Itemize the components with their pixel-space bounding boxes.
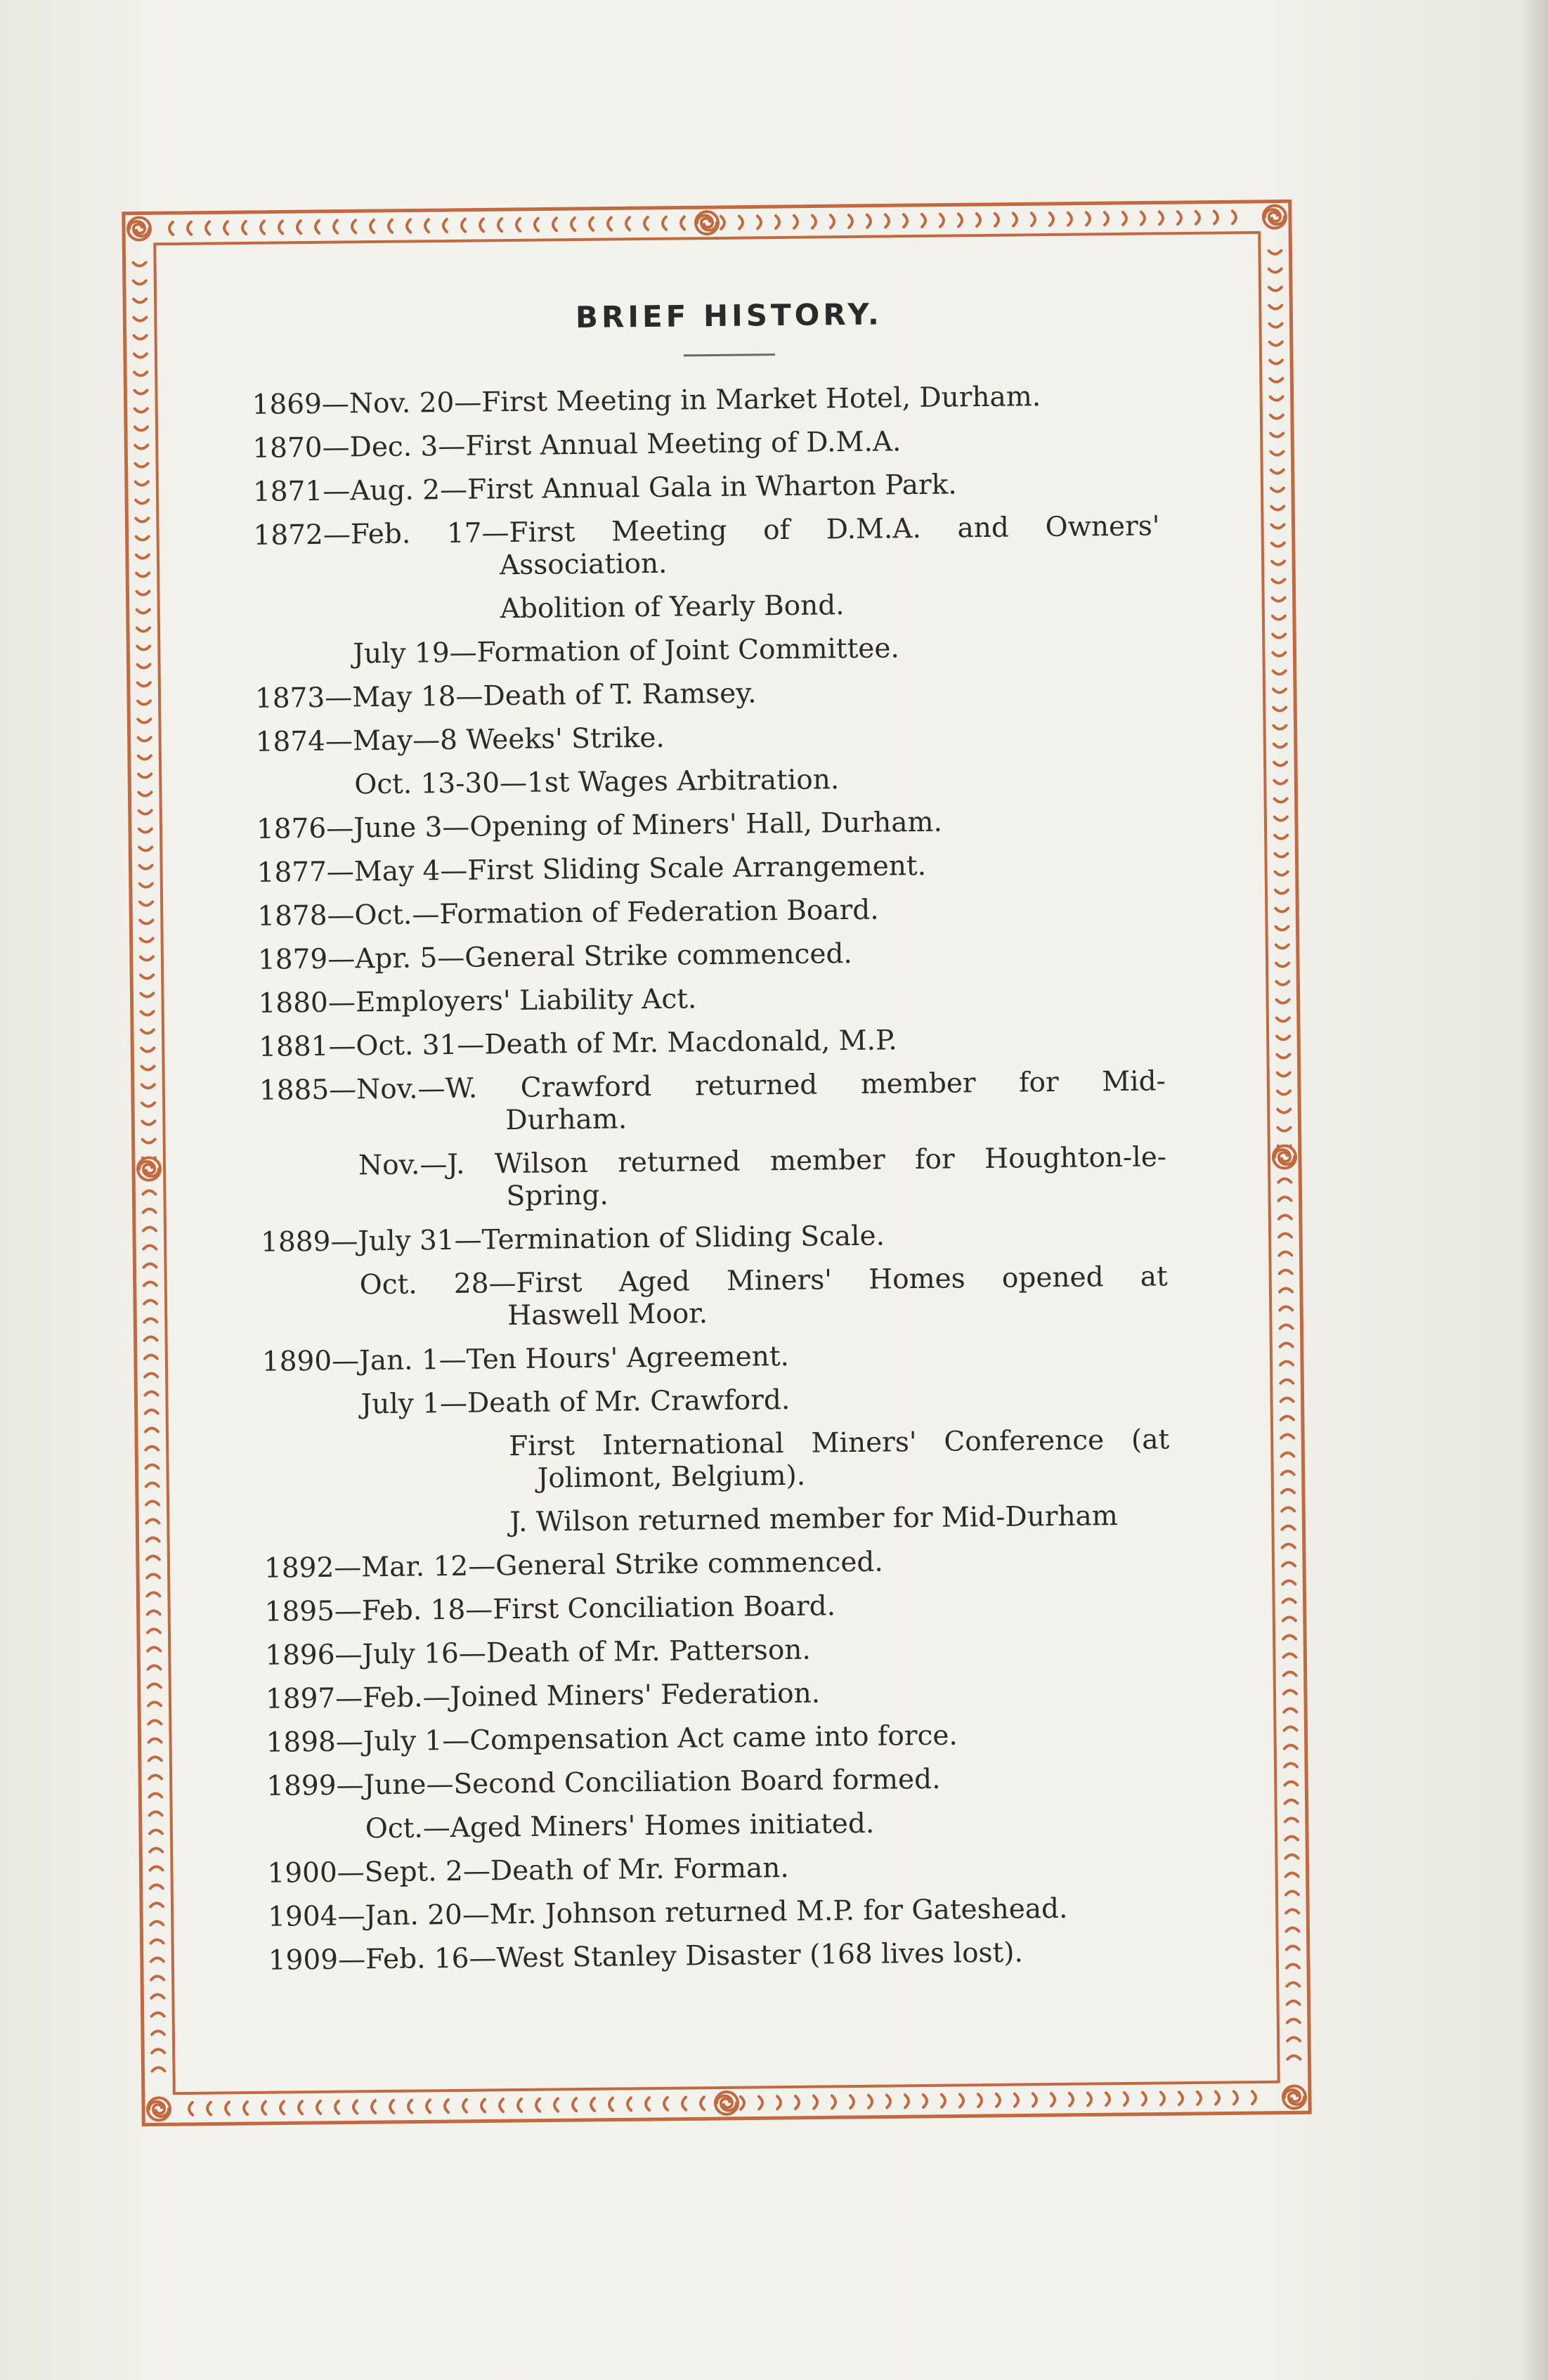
history-entry-text: 1871—Aug. 2—First Annual Gala in Wharton Park. — [252, 469, 957, 508]
history-entry — [256, 760, 1211, 802]
history-entry-text: 1877—May 4—First Sliding Scale Arrangement. — [256, 850, 927, 889]
history-entry — [255, 673, 1211, 715]
history-entry-text: 1909—Feb. 16—West Stanley Disaster (168 lives lost). — [268, 1937, 1024, 1977]
history-entry-text: Oct. 13-30—1st Wages Arbitration. — [354, 764, 840, 801]
page-edge-shadow — [1520, 0, 1548, 2380]
history-entry-text: 1885—Nov.—W. Crawford returned member for Mid- — [259, 1065, 1166, 1107]
history-entry-text: 1890—Jan. 1—Ten Hours' Agreement. — [261, 1340, 790, 1378]
history-entry — [255, 717, 1211, 759]
history-entry — [261, 1217, 1216, 1259]
history-entry — [256, 804, 1212, 846]
history-entry — [258, 978, 1214, 1020]
history-entry — [263, 1424, 1219, 1498]
history-entry-text: 1895—Feb. 18—First Conciliation Board. — [264, 1590, 836, 1628]
history-entry-text: 1878—Oct.—Formation of Federation Board. — [257, 894, 879, 932]
history-entry-text: 1904—Jan. 20—Mr. Johnson returned M.P. for Gateshead. — [267, 1892, 1068, 1933]
history-entry-text: 1899—June—Second Conciliation Board formed. — [266, 1763, 941, 1802]
history-entry-text: Oct.—Aged Miners' Homes initiated. — [365, 1807, 875, 1845]
history-entry — [259, 1022, 1214, 1064]
history-entry-text: 1876—June 3—Opening of Miners' Hall, Durham. — [256, 806, 943, 845]
history-entry-text: 1870—Dec. 3—First Annual Meeting of D.M.A. — [252, 426, 902, 464]
history-entry — [254, 630, 1210, 672]
history-entry-text: 1896—July 16—Death of Mr. Patterson. — [265, 1634, 812, 1672]
history-entry — [264, 1500, 1219, 1542]
history-entry — [258, 935, 1214, 977]
history-entry-text: 1880—Employers' Liability Act. — [258, 983, 697, 1020]
history-entry-text: Nov.—J. Wilson returned member for Houghton-le- — [358, 1141, 1167, 1182]
history-entry-continuation: Association. — [499, 547, 668, 582]
history-entry — [252, 379, 1207, 422]
history-entry — [264, 1587, 1220, 1629]
history-entry-text: 1879—Apr. 5—General Strike commenced. — [257, 937, 853, 976]
history-entry — [262, 1337, 1218, 1379]
history-entry — [264, 1543, 1220, 1585]
history-entry — [266, 1717, 1221, 1760]
history-entry-list — [252, 379, 1224, 1977]
history-entry-text: 1889—July 31—Termination of Sliding Scale. — [260, 1220, 885, 1259]
history-entry-text: July 1—Death of Mr. Crawford. — [360, 1384, 791, 1421]
history-entry-text: 1898—July 1—Compensation Act came into force. — [266, 1719, 958, 1759]
history-entry-text: First International Miners' Conference (at — [508, 1424, 1170, 1463]
history-entry — [253, 510, 1209, 585]
history-entry-text: 1873—May 18—Death of T. Ramsey. — [254, 677, 757, 715]
history-entry — [267, 1804, 1223, 1847]
history-entry — [254, 586, 1210, 628]
history-entry-text: Abolition of Yearly Bond. — [500, 590, 845, 625]
history-entry-text: 1881—Oct. 31—Death of Mr. Macdonald, M.P. — [259, 1025, 897, 1063]
history-entry-text: 1897—Feb.—Joined Miners' Federation. — [265, 1677, 821, 1715]
history-entry-continuation: Jolimont, Belgium). — [537, 1459, 806, 1495]
history-entry — [257, 891, 1213, 933]
history-entry — [260, 1141, 1216, 1216]
history-entry-continuation: Haswell Moor. — [507, 1298, 708, 1332]
page-title: BRIEF HISTORY. — [575, 297, 883, 335]
history-entry — [266, 1761, 1222, 1803]
history-entry-text: 1874—May—8 Weeks' Strike. — [255, 722, 665, 758]
history-entry — [261, 1261, 1218, 1335]
history-entry — [266, 1674, 1221, 1716]
history-entry — [253, 467, 1209, 509]
history-entry-text: July 19—Formation of Joint Committee. — [353, 632, 900, 670]
history-entry-continuation: Durham. — [505, 1103, 627, 1137]
history-entry-text: 1869—Nov. 20—First Meeting in Market Hotel, Durham. — [252, 381, 1041, 421]
history-entry-text: Oct. 28—First Aged Miners' Homes opened at — [359, 1261, 1168, 1301]
history-entry-text: 1900—Sept. 2—Death of Mr. Forman. — [267, 1852, 790, 1890]
history-entry — [252, 423, 1208, 465]
history-entry-text: J. Wilson returned member for Mid-Durham — [509, 1500, 1119, 1539]
ornamental-border-frame — [95, 173, 1338, 2153]
history-entry — [268, 1892, 1223, 1934]
history-content — [251, 294, 1224, 1989]
history-entry-text: 1892—Mar. 12—General Strike commenced. — [264, 1546, 883, 1585]
history-entry — [268, 1935, 1224, 1977]
history-entry — [256, 847, 1212, 890]
history-entry — [267, 1848, 1223, 1890]
history-entry-continuation: Spring. — [506, 1179, 609, 1213]
history-entry — [262, 1380, 1218, 1422]
title-divider — [684, 353, 775, 356]
history-entry-text: 1872—Feb. 17—First Meeting of D.M.A. and Owners' — [253, 510, 1160, 552]
history-entry — [259, 1065, 1216, 1140]
history-entry — [265, 1630, 1221, 1672]
